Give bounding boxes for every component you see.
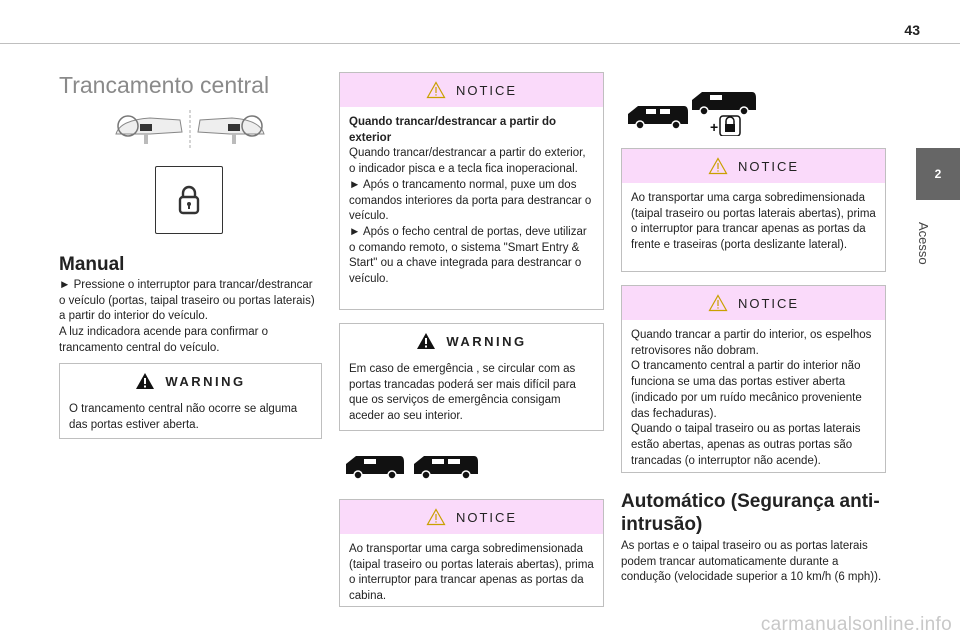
warning-text: Em caso de emergência , se circular com as portas trancadas poderá ser mais difícil para que os serviços de emergência consigam aceder ao seu interior. [349,363,576,423]
chapter-number-tab: 2 [916,148,960,200]
notice-text: Ao transportar uma carga sobredimensionada (taipal traseiro ou portas laterais abertas), prima o interruptor para trancar apenas as portas da frente e traseiras (porta deslizante lateral). [631,192,876,252]
notice-box-front-rear [621,148,886,272]
notice-paragraph: O trancamento central a partir do interior não funciona se uma das portas estiver aberta (indicado por um ruído mecânico proveniente das fechaduras). [631,360,862,420]
notice-title: NOTICE [455,82,518,98]
notice-box-exterior [339,72,604,310]
header-rule [0,43,960,44]
warning-box-col1 [59,363,322,439]
warning-header [60,364,321,398]
warning-text: O trancamento central não ocorre se alguma das portas estiver aberta. [69,403,298,431]
notice-paragraph: Quando trancar/destrancar a partir do exterior, o indicador pisca e a tecla fica inoperacional. [349,147,586,176]
warning-triangle-icon [135,372,155,390]
central-lock-button-icon [155,166,223,234]
notice-title: NOTICE [737,158,800,174]
notice-header [622,149,885,183]
notice-title: NOTICE [455,509,518,525]
notice-body [622,320,885,477]
notice-text: Ao transportar uma carga sobredimensionada (taipal traseiro ou portas laterais abertas), prima o interruptor para trancar apenas as portas da cabina. [349,543,594,603]
van-models-icon [342,450,482,482]
warning-box-col2 [339,323,604,431]
warning-header [340,324,603,358]
plus-sign: + [710,119,719,135]
manual-indicator-note: A luz indicadora acende para confirmar o trancamento central do veículo. [59,326,269,354]
warning-triangle-icon [416,332,436,350]
notice-paragraph: ► Após o trancamento normal, puxe um dos comandos interiores da porta para destrancar o veículo. [349,178,592,223]
notice-subheading: Quando trancar/destrancar a partir do exterior [349,116,557,144]
chapter-title: Acesso [916,222,931,265]
automatic-text: As portas e o taipal traseiro ou as portas laterais podem trancar automaticamente durante a condução (velocidade superior a 10 km/h (6 mph)). [621,540,882,584]
warning-title: WARNING [165,373,246,389]
notice-triangle-icon [426,81,446,99]
notice-title: NOTICE [737,295,800,311]
manual-instruction: ► Pressione o interruptor para trancar/destrancar o veículo (portas, taipal traseiro ou portas laterais) a partir do interior do veículo. [59,279,315,323]
manual-heading: Manual [59,254,125,275]
page-number: 43 [904,22,920,38]
notice-body [340,107,603,296]
notice-triangle-icon [426,508,446,526]
notice-header [622,286,885,320]
notice-paragraph: ► Após o fecho central de portas, deve utilizar o comando remoto, o sistema "Smart Entry & Start" ou a chave integrada para destrancar o veículo. [349,225,587,286]
automatic-heading: Automático (Segurança anti-intrusão) [621,491,880,535]
dashboard-switch-location-icon [110,108,270,150]
notice-box-cabin [339,499,604,607]
notice-paragraph: Quando o taipal traseiro ou as portas laterais estão abertas, apenas as outras portas são trancadas (o interruptor não acende). [631,423,861,467]
notice-paragraph: Quando trancar a partir do interior, os espelhos retrovisores não dobram. [631,329,872,357]
notice-triangle-icon [708,294,728,312]
warning-title: WARNING [446,333,527,349]
notice-triangle-icon [708,157,728,175]
notice-header [340,500,603,534]
notice-box-interior [621,285,886,473]
padlock-icon [175,184,203,216]
manual-text [59,278,321,357]
notice-header [340,73,603,107]
van-sliding-door-icon [626,88,766,136]
watermark: carmanualsonline.info [760,614,952,635]
page-title: Trancamento central [59,72,270,98]
